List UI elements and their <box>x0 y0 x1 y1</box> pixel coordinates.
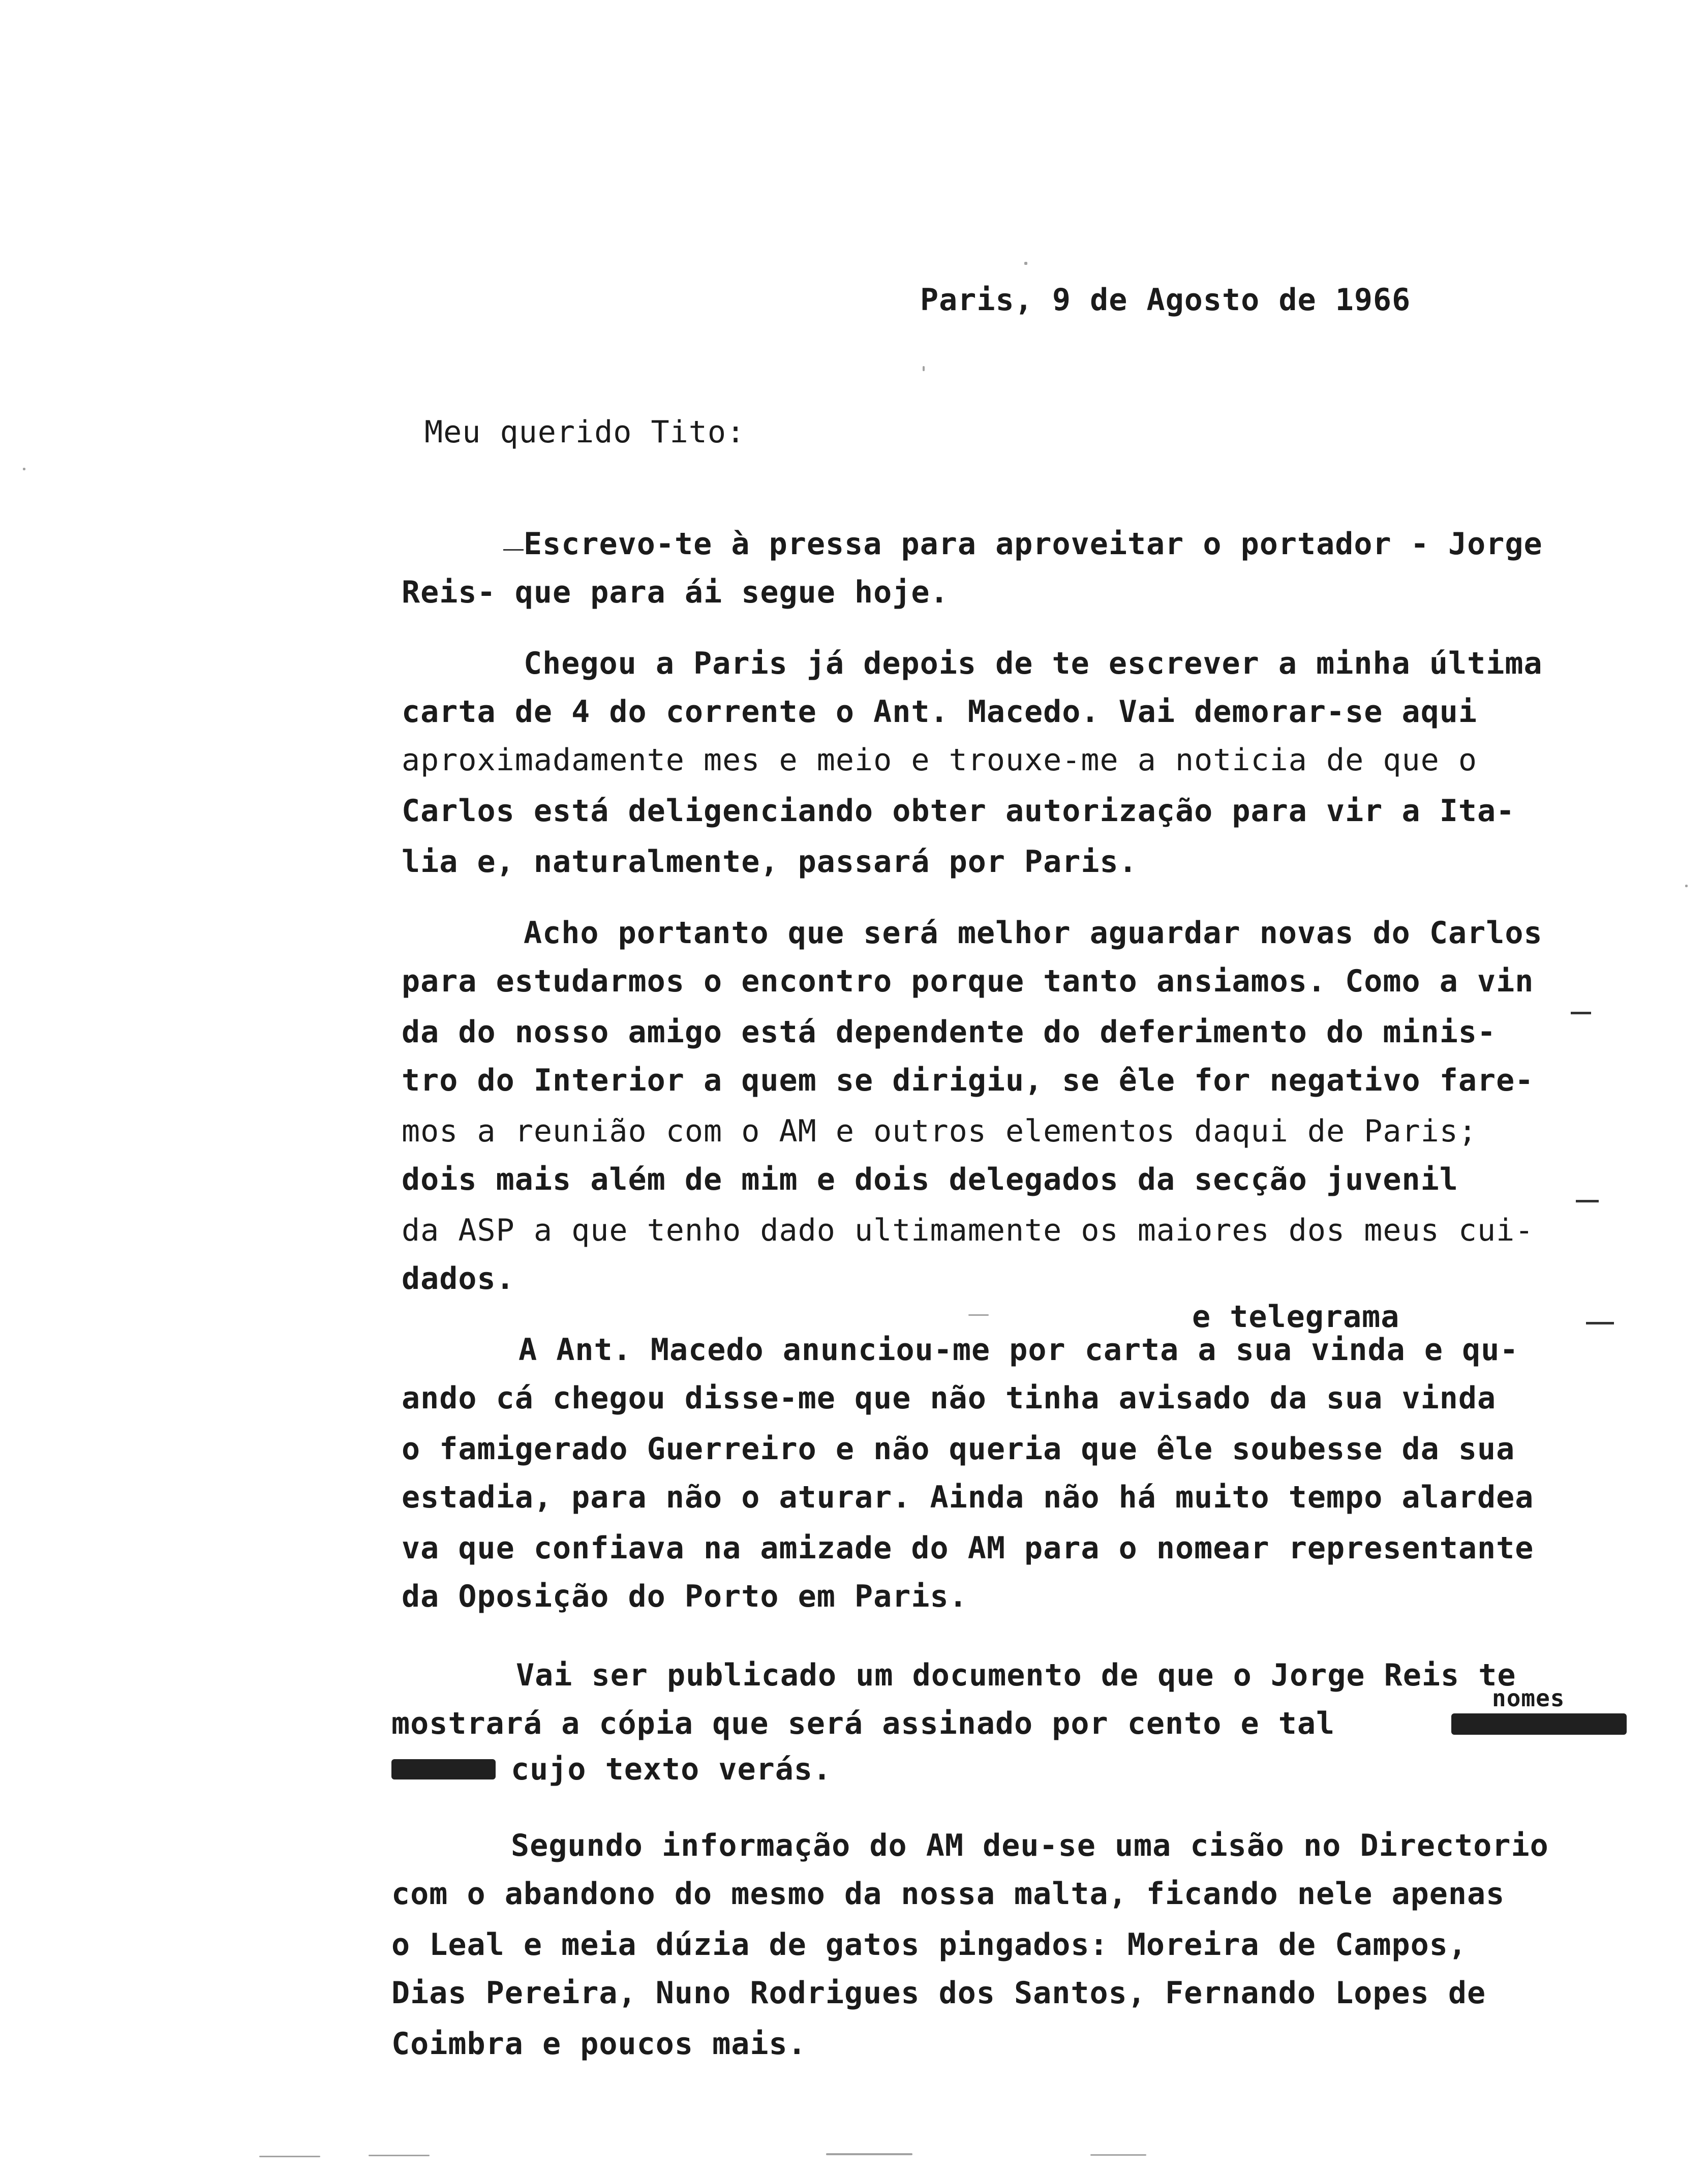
strikeout-mark <box>1451 1713 1627 1735</box>
letter-line: Escrevo-te à pressa para aproveitar o portador - Jorge <box>524 526 1543 562</box>
overtyped-word: nomes <box>1492 1684 1565 1712</box>
letter-greeting: Meu querido Tito: <box>424 414 746 450</box>
letter-line: ando cá chegou disse-me que não tinha avisado da sua vinda <box>402 1380 1497 1416</box>
margin-dash <box>1576 1200 1599 1202</box>
letter-line: va que confiava na amizade do AM para o nomear representante <box>402 1530 1534 1566</box>
letter-line: da do nosso amigo está dependente do deferimento do minis- <box>402 1014 1497 1050</box>
scan-speck <box>369 2155 430 2156</box>
letter-line: Dias Pereira, Nuno Rodrigues dos Santos, Fernando Lopes de <box>391 1975 1486 2011</box>
letter-line: o famigerado Guerreiro e não queria que êle soubesse da sua <box>402 1431 1515 1467</box>
letter-line: da Oposição do Porto em Paris. <box>402 1579 968 1614</box>
letter-line: para estudarmos o encontro porque tanto ansiamos. Como a vin <box>402 963 1534 999</box>
letter-line: cujo texto verás. <box>511 1752 832 1787</box>
letter-line: lia e, naturalmente, passará por Paris. <box>402 844 1138 880</box>
scan-speck <box>1685 885 1688 887</box>
letter-date: Paris, 9 de Agosto de 1966 <box>920 282 1411 318</box>
letter-line: tro do Interior a quem se dirigiu, se êle for negativo fare- <box>402 1063 1534 1098</box>
scan-speck <box>23 468 25 470</box>
letter-line: mostrará a cópia que será assinado por cento e tal <box>391 1706 1335 1741</box>
letter-line: mos a reunião com o AM e outros elementos daqui de Paris; <box>402 1113 1478 1149</box>
letter-line: dois mais além de mim e dois delegados da secção juvenil <box>402 1162 1458 1197</box>
strikeout-mark <box>391 1759 496 1779</box>
letter-line: dados. <box>402 1261 515 1296</box>
scan-speck <box>968 1314 989 1316</box>
margin-dash <box>1571 1012 1591 1014</box>
letter-line: estadia, para não o aturar. Ainda não há muito tempo alardea <box>402 1480 1534 1515</box>
letter-line: A Ant. Macedo anunciou-me por carta a sua vinda e qu- <box>518 1332 1519 1368</box>
letter-line: Coimbra e poucos mais. <box>391 2026 807 2062</box>
scan-speck <box>923 366 925 371</box>
margin-dash <box>1586 1322 1614 1324</box>
inserted-text: e telegrama <box>1192 1299 1400 1335</box>
letter-line: aproximadamente mes e meio e trouxe-me a noticia de que o <box>402 742 1478 778</box>
letter-line: Carlos está deligenciando obter autorização para vir a Ita- <box>402 793 1515 829</box>
letter-line: da ASP a que tenho dado ultimamente os maiores dos meus cui- <box>402 1213 1534 1248</box>
margin-dash <box>503 549 524 551</box>
letter-line: Vai ser publicado um documento de que o Jorge Reis te <box>516 1657 1516 1693</box>
scan-speck <box>1024 262 1027 265</box>
letter-line: Acho portanto que será melhor aguardar novas do Carlos <box>524 915 1543 951</box>
letter-line: Segundo informação do AM deu-se uma cisão no Directorio <box>511 1828 1549 1863</box>
letter-line: Reis- que para ái segue hoje. <box>402 575 949 610</box>
scan-speck <box>826 2153 912 2155</box>
letter-line: o Leal e meia dúzia de gatos pingados: Moreira de Campos, <box>391 1927 1468 1963</box>
scan-speck <box>259 2156 320 2157</box>
letter-line: carta de 4 do corrente o Ant. Macedo. Vai demorar-se aqui <box>402 694 1478 730</box>
letter-line: com o abandono do mesmo da nossa malta, ficando nele apenas <box>391 1876 1505 1912</box>
scan-speck <box>1090 2154 1146 2156</box>
letter-line: Chegou a Paris já depois de te escrever a minha última <box>524 646 1543 681</box>
